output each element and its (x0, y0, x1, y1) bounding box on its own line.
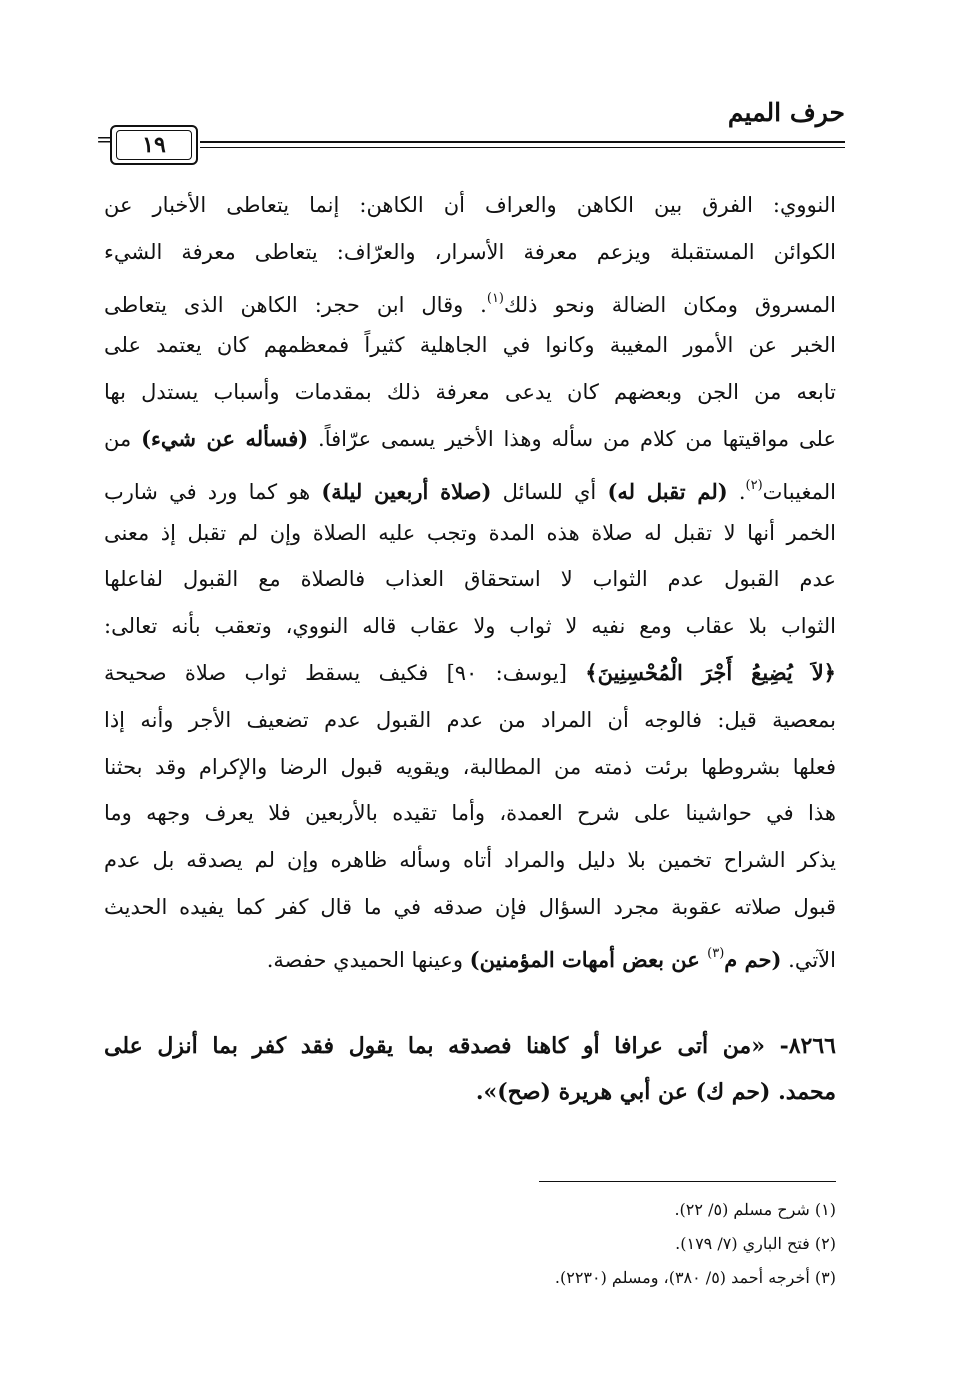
header-rule-thin (200, 147, 845, 148)
text-run: قبول صلاته عقوبة مجرد السؤال فإن صدقه في ما قال كفر كما يفيده الحديث (104, 894, 836, 919)
text-run: هو كما ورد في شارب (104, 479, 322, 504)
bold-text: عن بعض أمهات المؤمنين) (469, 946, 708, 972)
bold-text: (لم تقبل له) (607, 478, 728, 504)
text-run: [يوسف: ٩٠] فكيف يسقط ثواب صلاة صحيحة (104, 660, 586, 685)
chapter-title: حرف الميم (727, 98, 845, 127)
text-run: هذا في حواشينا على شرح العمدة، وأما تقيده بالأربعين فلا يعرف وجهه وما (104, 801, 836, 826)
text-run: النووي: الفرق بين الكاهن والعراف أن الكاهن: إنما يتعاطى الأخبار عن (104, 193, 836, 217)
footnotes (555, 1193, 836, 1295)
bold-text: (صلاة أربعين ليلة) (321, 478, 492, 504)
text-run: وعينها الحميدي حفصة. (266, 947, 470, 972)
page-number: ١٩ (116, 130, 192, 160)
text-line (104, 556, 836, 603)
footnote-1: (١) شرح مسلم (٥/ ٢٢). (674, 1200, 836, 1219)
text-line (104, 744, 836, 791)
text-run: تابعه من الجن وبعضهم كان يدعى معرفة ذلك بمقدمات وأسباب يستدل بها (104, 380, 836, 405)
text-run: الخمر أنها لا تقبل له صلاة هذه المدة وتجب عليه الصلاة وإن لم تقبل إذ معنى (104, 520, 836, 545)
text-run: الكوائن المستقبلة ويزعم معرفة الأسرار، والعرّاف: يتعاطى معرفة الشيء (104, 239, 836, 264)
text-run: ٨٢٦٦- «من أتى عرافا أو كاهنا فصدقه بما يقول فقد كفر بما أنزل على (104, 1033, 836, 1059)
text-run: . (727, 479, 746, 504)
text-run: . وقال ابن حجر: الكاهن الذى يتعاطى (104, 292, 487, 317)
text-line (104, 790, 836, 837)
text-line (104, 603, 836, 650)
footnote-ref: (٢) (745, 477, 763, 493)
header-edge-mark: = (96, 127, 113, 151)
text-line (104, 884, 836, 931)
footnote-3: (٣) أخرجه أحمد (٥/ ٣٨٠)، ومسلم (٢٢٣٠). (554, 1268, 836, 1287)
text-line (104, 650, 836, 697)
text-line (104, 229, 836, 276)
text-run: فعلها بشروطها برئت ذمته من المطالبة، ويقويه قبول الرضا والإكرام وقد بحثنا (104, 754, 836, 779)
text-run: محمد. (حم ك) عن أبي هريرة (صح)». (475, 1079, 836, 1105)
text-run: المسروق ومكان الضالة ونحو ذلك (504, 292, 836, 317)
hadith-line (104, 1023, 836, 1069)
bold-text: (حم م (724, 946, 782, 972)
footnote-separator (539, 1181, 836, 1182)
text-run: الآتي. (781, 947, 836, 972)
text-run: يذكر الشراح تخمين بلا دليل والمراد أتاه وسأله ظاهره وإن لم يصدقه بل عدم (104, 848, 836, 873)
text-run: أي للسائل (491, 479, 608, 504)
text-line (104, 931, 836, 978)
text-run: الثواب بلا عقاب ومع نفيه لا ثواب ولا عقاب قاله النووي، وتعقب بأنه تعالى: (104, 614, 836, 639)
bold-text: (فسأله عن شيء) (141, 425, 309, 451)
header-rule (200, 141, 845, 143)
text-line (104, 697, 836, 744)
commentary-text (104, 182, 836, 978)
text-line (104, 182, 836, 229)
text-line (104, 369, 836, 416)
footnote-ref: (٣) (707, 945, 725, 961)
text-line (104, 837, 836, 884)
text-run: على مواقيتها من كلام من سأله وهذا الأخير يسمى عرّافاً. (308, 426, 836, 451)
bold-text: ﴿لاَ يُضِيعُ أَجْرَ الْمُحْسِنِينَ﴾ (585, 659, 836, 685)
text-run: المغيبات (762, 479, 836, 504)
hadith-line (104, 1069, 836, 1115)
page-number-frame (110, 125, 198, 165)
text-run: الخبر عن الأمور المغيبة وكانوا في الجاهلية كثيراً فمعظمهم كان يعتمد على (104, 333, 836, 358)
text-line (104, 276, 836, 323)
footnote-ref: (١) (486, 290, 504, 306)
text-run: عدم القبول عدم الثواب لا استحقاق العذاب فالصلاة مع القبول لفاعلها (104, 567, 836, 592)
hadith-entry (104, 1023, 836, 1115)
text-run: من (104, 426, 142, 451)
text-line (104, 322, 836, 369)
footnote-2: (٢) فتح الباري (٧/ ١٧٩). (675, 1234, 836, 1253)
text-line (104, 510, 836, 557)
text-line (104, 463, 836, 510)
text-run: بمعصية قيل: فالوجه أن المراد من عدم القبول عدم تضعيف الأجر وأنه إذا (104, 707, 836, 732)
text-line (104, 416, 836, 463)
